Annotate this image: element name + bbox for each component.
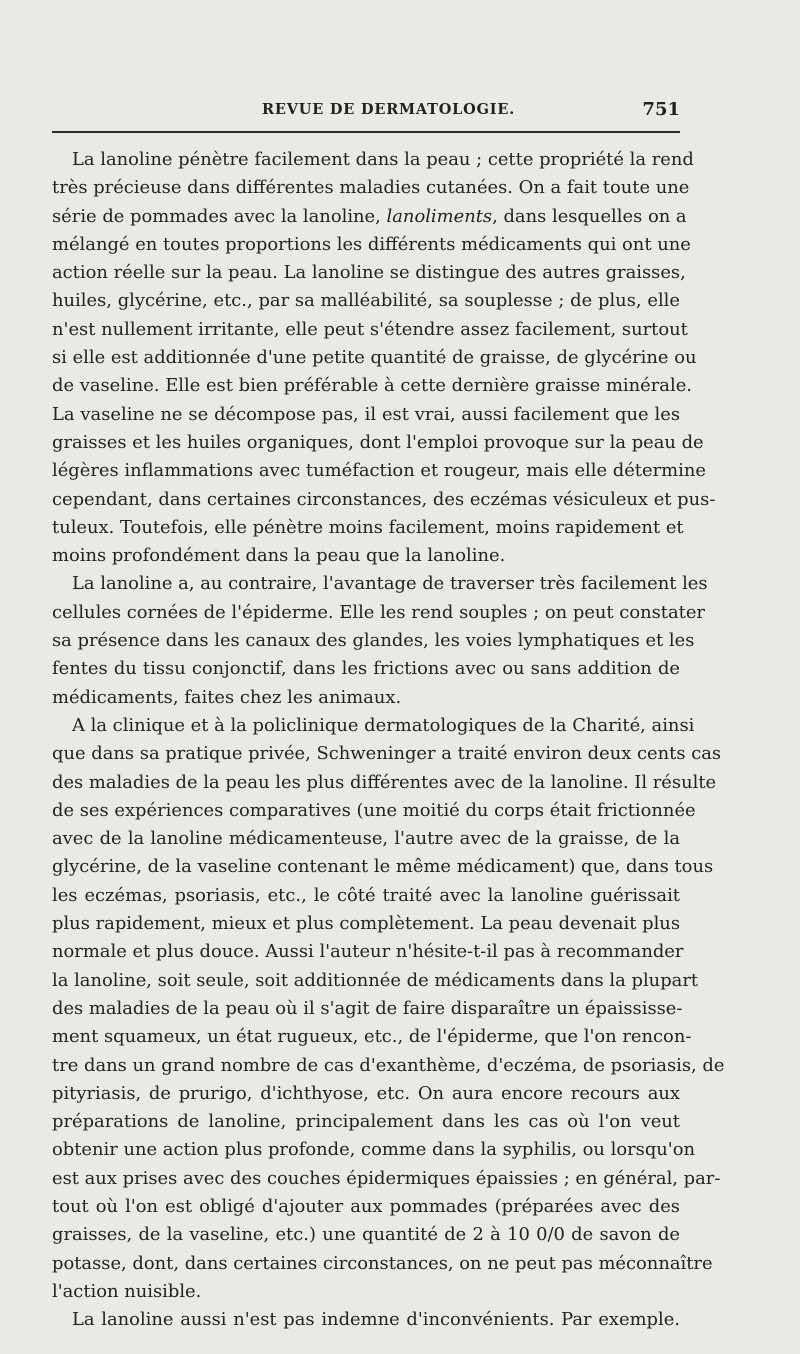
text-line: la lanoline, soit seule, soit additionnée de médicaments dans la plupart	[52, 969, 699, 991]
text-line: que dans sa pratique privée, Schweninger a traité environ deux cents cas	[52, 743, 722, 765]
text-line: de vaseline. Elle est bien préférable à cette dernière graisse minérale.	[52, 375, 692, 397]
text-line: très précieuse dans différentes maladies cutanées. On a fait toute une	[52, 177, 690, 199]
text-line: n'est nullement irritante, elle peut s'étendre assez facilement, surtout	[52, 318, 688, 340]
text-line: graisses et les huiles organiques, dont l'emploi provoque sur la peau de	[52, 431, 704, 453]
text-line: l'action nuisible.	[52, 1280, 202, 1302]
page-number: 751	[642, 99, 680, 120]
text-line: est aux prises avec des couches épidermiques épaissies ; en général, par-	[52, 1167, 721, 1189]
text-line: glycérine, de la vaseline contenant le même médicament) que, dans tous	[52, 856, 714, 878]
text-fragment: , dans lesquelles on a	[492, 205, 687, 227]
text-line: moins profondément dans la peau que la lanoline.	[52, 545, 506, 567]
text-line	[52, 203, 687, 231]
text-line: ment squameux, un état rugueux, etc., de l'épiderme, que l'on rencon-	[52, 1026, 692, 1048]
text-line: action réelle sur la peau. La lanoline se distingue des autres graisses,	[52, 262, 686, 284]
text-line: A la clinique et à la policlinique dermatologiques de la Charité, ainsi	[72, 714, 695, 736]
text-line: plus rapidement, mieux et plus complètement. La peau devenait plus	[52, 913, 680, 935]
running-title: REVUE DE DERMATOLOGIE.	[262, 101, 516, 118]
text-line: huiles, glycérine, etc., par sa malléabilité, sa souplesse ; de plus, elle	[52, 290, 680, 312]
text-line: La lanoline pénètre facilement dans la peau ; cette propriété la rend	[72, 149, 694, 170]
text-line: potasse, dont, dans certaines circonstances, on ne peut pas méconnaître	[52, 1252, 713, 1274]
text-line: préparations de lanoline, principalement dans les cas où l'on veut	[52, 1111, 680, 1133]
text-line: obtenir une action plus profonde, comme dans la syphilis, ou lorsqu'on	[52, 1139, 696, 1161]
text-line: des maladies de la peau où il s'agit de faire disparaître un épaississe-	[52, 997, 683, 1019]
text-line: des maladies de la peau les plus différentes avec de la lanoline. Il résulte	[52, 771, 717, 793]
page-header	[52, 101, 680, 129]
article-text	[52, 146, 725, 1334]
text-line: tout où l'on est obligé d'ajouter aux pommades (préparées avec des	[52, 1195, 680, 1217]
text-line: avec de la lanoline médicamenteuse, l'autre avec de la graisse, de la	[52, 828, 680, 850]
text-line: La lanoline aussi n'est pas indemne d'inconvénients. Par exemple.	[72, 1309, 680, 1331]
text-line: fentes du tissu conjonctif, dans les frictions avec ou sans addition de	[52, 658, 680, 680]
text-line: sa présence dans les canaux des glandes, les voies lymphatiques et les	[52, 630, 695, 652]
header-rule	[52, 131, 680, 133]
text-line: tuleux. Toutefois, elle pénètre moins facilement, moins rapidement et	[52, 516, 684, 538]
italic-term: lanoliments	[386, 205, 493, 227]
text-line: de ses expériences comparatives (une moitié du corps était frictionnée	[52, 799, 696, 821]
text-line: légères inflammations avec tuméfaction et rougeur, mais elle détermine	[52, 460, 706, 482]
text-line: cependant, dans certaines circonstances, des eczémas vésiculeux et pus-	[52, 488, 716, 510]
text-line: médicaments, faites chez les animaux.	[52, 686, 402, 708]
text-line: les eczémas, psoriasis, etc., le côté traité avec la lanoline guérissait	[52, 884, 680, 906]
text-line: pityriasis, de prurigo, d'ichthyose, etc. On aura encore recours aux	[52, 1082, 680, 1104]
text-fragment: série de pommades avec la lanoline,	[52, 205, 381, 227]
text-line: si elle est additionnée d'une petite quantité de graisse, de glycérine ou	[52, 347, 697, 369]
text-line: tre dans un grand nombre de cas d'exanthème, d'eczéma, de psoriasis, de	[52, 1054, 725, 1076]
text-line: mélangé en toutes proportions les différents médicaments qui ont une	[52, 233, 691, 255]
text-line: cellules cornées de l'épiderme. Elle les rend souples ; on peut constater	[52, 601, 705, 623]
text-line: normale et plus douce. Aussi l'auteur n'hésite-t-il pas à recommander	[52, 941, 684, 963]
text-line: La vaseline ne se décompose pas, il est vrai, aussi facilement que les	[52, 403, 680, 425]
text-line: La lanoline a, au contraire, l'avantage de traverser très facilement les	[72, 573, 708, 595]
text-line: graisses, de la vaseline, etc.) une quantité de 2 à 10 0/0 de savon de	[52, 1224, 680, 1246]
